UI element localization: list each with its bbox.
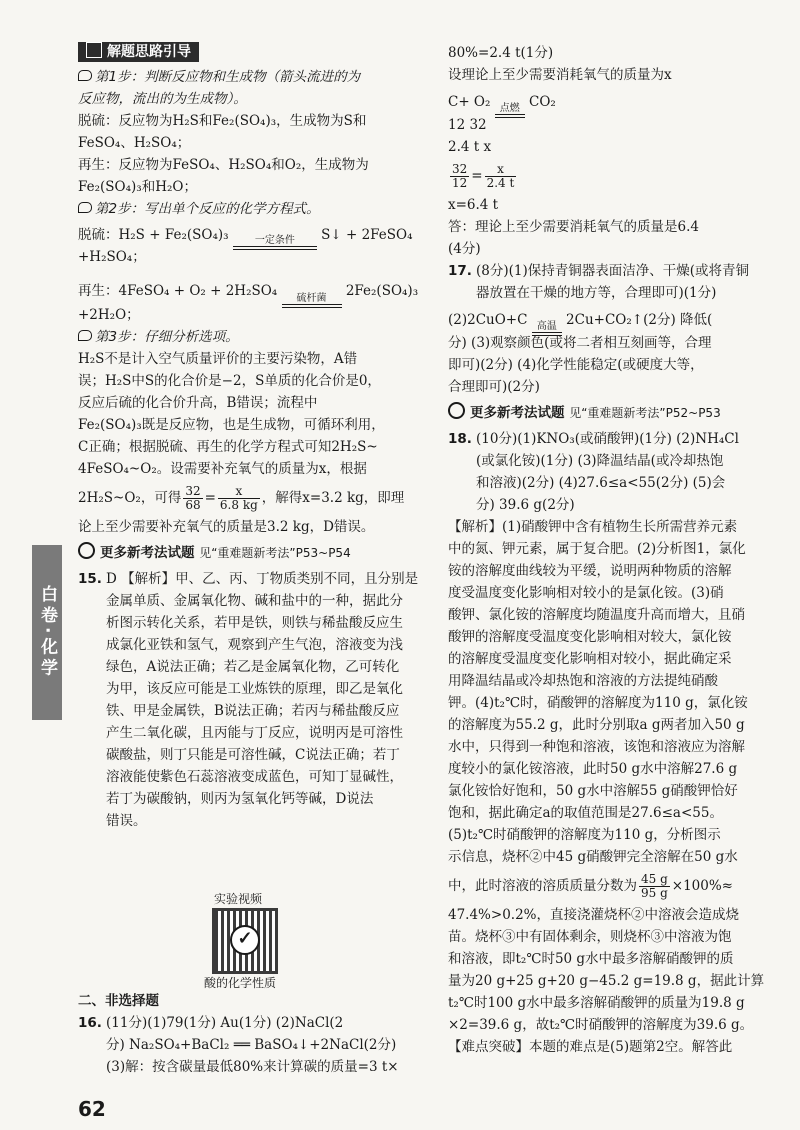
question-number: 17. (448, 263, 472, 279)
video-caption: 酸的化学性质 (204, 976, 277, 990)
calc-answer-score: (4分) (448, 241, 481, 257)
desulf-line2: FeSO₄、H₂SO₄； (78, 135, 191, 151)
q18-analysis-line: 的溶解度为55.2 g，此时分别取a g两者加入50 g (448, 717, 745, 733)
reaction-condition: 点燃 (495, 104, 525, 118)
q18-analysis-line: ×2=39.6 g，故t₂℃时硝酸钾的溶解度为39.6 g。 (448, 1017, 754, 1033)
calc-line: 12 32 (448, 117, 487, 133)
fraction: $\frac{32}{12}$ (452, 162, 468, 190)
analysis-line: Fe₂(SO₄)₃既是反应物，也是生成物，可循环利用， (78, 417, 385, 433)
question-16: 16. (11分)(1)79(1分) Au(1分) (2)NaCl(2 分) Na₂SO₄+BaCl₂ ══ BaSO₄↓+2NaCl(2分) (3)解：按含碳量最低80%来计算碳的质量=3 t× (78, 1012, 408, 1078)
desulf-line1: 脱硫：反应物为H₂S和Fe₂(SO₄)₃，生成物为S和 (78, 113, 367, 129)
fraction: $\frac{45 g}{95 g}$ (641, 872, 668, 900)
video-title: 实验视频 (214, 892, 263, 906)
reaction-condition: 一定条件 (233, 236, 317, 250)
pointer-hand-icon (78, 70, 92, 81)
step3-line: 第3步：仔细分析选项。 (78, 326, 398, 348)
right-column (448, 42, 765, 1058)
q18-analysis-line: 度受温度变化影响相对较小的是氯化铵。(3)硝 (448, 585, 724, 601)
pointer-hand-icon (78, 202, 92, 213)
equation-desulfurization: 脱硫：H₂S + Fe₂(SO₄)₃ 一定条件 S↓ + 2FeSO₄ (78, 220, 398, 246)
combustion-equation: C+ O₂ 点燃 CO₂ (448, 86, 758, 114)
q18-analysis-line: t₂℃时100 g水中最多溶解硝酸钾的质量为19.8 g (448, 995, 745, 1011)
reaction-condition: 高温 (532, 322, 562, 336)
analysis-end: 论上至少需要补充氧气的质量是3.2 kg，D错误。 (78, 519, 375, 535)
question-number: 16. (78, 1015, 102, 1031)
checkmark-icon: ✓ (230, 925, 260, 955)
analysis-line: C正确；根据脱硫、再生的化学方程式可知2H₂S~ (78, 439, 378, 455)
calc-line: 80%=2.4 t(1分) (448, 45, 554, 61)
q18-analysis-line: 示信息，烧杯②中45 g硝酸钾完全溶解在50 g水 (448, 849, 738, 865)
more-tests-link-right[interactable]: 更多新考法试题 见“重难题新考法”P52~P53 (448, 402, 758, 424)
q17-line: 合理即可)(2分) (448, 379, 540, 395)
step2-line: 第2步：写出单个反应的化学方程式。 (78, 198, 398, 220)
equation-regeneration: 再生：4FeSO₄ + O₂ + 2H₂SO₄ 硫杆菌 2Fe₂(SO₄)₃ (78, 274, 398, 304)
q18-analysis-line: 饱和，据此确定a的取值范围是27.6≤a<55。 (448, 805, 723, 821)
step1-line1: 第1步：判断反应物和生成物（箭头流进的为 (78, 66, 398, 88)
q18-analysis-line: (5)t₂℃时硝酸钾的溶解度为110 g，分析图示 (448, 827, 721, 843)
q18-analysis-line: 水中，只得到一种饱和溶液，该饱和溶液应为溶解 (448, 739, 745, 755)
q18-analysis-line: 47.4%>0.2%，直接浇灌烧杯②中溶液会造成烧 (448, 907, 739, 923)
calc-answer: 答：理论上至少需要消耗氧气的质量是6.4 (448, 219, 699, 235)
more-tests-link-left[interactable]: 更多新考法试题 见“重难题新考法”P53~P54 (78, 542, 398, 564)
fraction: $\frac{32}{68}$ (185, 484, 201, 512)
solution-guide-header: 解题思路引导 (78, 42, 199, 62)
part2-block (78, 984, 408, 1078)
calc-line: 2.4 t x (448, 139, 492, 155)
subject-side-tab: 白卷·化学 (32, 545, 62, 720)
part2-title: 二、非选择题 (78, 993, 159, 1009)
q18-analysis-line: 量为20 g+25 g+20 g−45.2 g=19.8 g，据此计算 (448, 973, 765, 989)
q18-fraction-line: 中，此时溶液的溶质质量分数为 $\frac{45 g}{95 g}$ ×100%≈ (448, 872, 733, 900)
calc-result: x=6.4 t (448, 197, 499, 213)
page-number: 62 (78, 1097, 106, 1121)
q17-line: 即可)(2分) (4)化学性能稳定(或硬度大等， (448, 357, 704, 373)
edit-icon (86, 42, 102, 58)
regen-line1: 再生：反应物为FeSO₄、H₂SO₄和O₂，生成物为 (78, 157, 369, 173)
q18-analysis-line: 和溶液，即t₂℃时50 g水中最多溶解硝酸钾的质 (448, 951, 734, 967)
q17-equation: (2)2CuO+C 高温 2Cu+CO₂↑(2分) 降低( (448, 304, 758, 332)
fraction: $\frac{x}{2.4 t}$ (486, 162, 515, 190)
q18-analysis-line: 铵的溶解度曲线较为平缓，说明两种物质的溶解 (448, 563, 732, 579)
regen-line2: Fe₂(SO₄)₃和H₂O； (78, 179, 197, 195)
q17-line: 分) (3)观察颜色(或将二者相互刻画等，合理 (448, 335, 712, 351)
analysis-line: 误；H₂S中S的化合价是−2，S单质的化合价是0， (78, 373, 381, 389)
ratio-line: 2H₂S~O₂，可得 $\frac{32}{68}$ = $\frac{x}{6.8 kg}$ ，解得x=3.2 kg，即理 (78, 484, 405, 512)
equation-regeneration-tail: +2H₂O； (78, 307, 140, 323)
q18-analysis-line: 用降温结晶或冷却热饱和溶液的方法提纯硝酸 (448, 673, 718, 689)
q18-analysis-line: 钾。(4)t₂℃时，硝酸钾的溶解度为110 g，氯化铵 (448, 695, 748, 711)
q18-analysis-line: 的溶解度受温度变化影响相对较小，据此确定采 (448, 651, 732, 667)
question-number: 18. (448, 431, 472, 447)
pointer-hand-icon (78, 330, 92, 341)
calc-line: 设理论上至少需要消耗氧气的质量为x (448, 67, 672, 83)
equation-desulfurization-tail: +H₂SO₄； (78, 249, 146, 265)
step1-line2: 反应物，流出的为生成物）。 (78, 91, 247, 107)
question-number: 15. (78, 571, 102, 587)
difficulty-note: 【难点突破】本题的难点是(5)题第2空。解答此 (448, 1039, 733, 1055)
analysis-line: 4FeSO₄~O₂。设需要补充氧气的质量为x，根据 (78, 461, 367, 477)
question-17: 17. (8分)(1)保持青铜器表面洁净、干燥(或将青铜 器放置在干燥的地方等，合理即可)(1分) (448, 260, 758, 304)
q18-analysis-line: 酸钾的溶解度受温度变化影响相对较大，氯化铵 (448, 629, 732, 645)
analysis-line: 反应后硫的化合价升高，B错误；流程中 (78, 395, 318, 411)
analysis-line: H₂S不是计入空气质量评价的主要污染物，A错 (78, 351, 358, 367)
fraction: $\frac{x}{6.8 kg}$ (219, 484, 258, 512)
question-15: 15. D 【解析】甲、乙、丙、丁物质类别不同，且分别是 金属单质、金属氧化物、碱和盐中的一种，据此分 析图示转化关系，若甲是铁，则铁与稀盐酸反应生 成氯化亚铁和氢气，观察到产生气泡，溶液变为浅 绿色，A说法正确；若乙是金属氧化物，乙可转化 为甲，该反应可能是工业炼铁的原理，即乙是氧化 铁、甲是金属铁，B说法正确；若丙与稀盐酸反应 产生二氧化碳，且丙能与丁反应，说明丙是可溶性 碳酸盐，则丁只能是可溶性碱，C说法正确；若丁 溶液能使紫色石蕊溶液变成蓝色，可知丁显碱性， 若丁为碳酸钠，则丙为氢氧化钙等碱，D说法 错误。 (78, 568, 398, 832)
q18-analysis-line: 氯化铵恰好饱和，50 g水中溶解55 g硝酸钾恰好 (448, 783, 738, 799)
left-column (78, 38, 419, 832)
question-18: 18. (10分)(1)KNO₃(或硝酸钾)(1分) (2)NH₄Cl (或氯化铵)(1分) (3)降温结晶(或冷却热饱 和溶液)(2分) (4)27.6≤a<55(2分) (5)会 分) 39.6 g(2分) (448, 428, 758, 516)
q18-analysis-line: 酸钾、氯化铵的溶解度均随温度升高而增大，且硝 (448, 607, 745, 623)
q18-analysis-line: 苗。烧杯③中有固体剩余，则烧杯③中溶液为饱 (448, 929, 732, 945)
q18-analysis-line: 中的氮、钾元素，属于复合肥。(2)分析图1，氯化 (448, 541, 746, 557)
q18-analysis-line: 【解析】(1)硝酸钾中含有植物生长所需营养元素 (448, 519, 738, 535)
link-icon (78, 542, 95, 559)
q18-analysis-line: 度较小的氯化铵溶液，此时50 g水中溶解27.6 g (448, 761, 738, 777)
proportion-line: $\frac{32}{12}$ = $\frac{x}{2.4 t}$ (452, 162, 515, 190)
link-icon (448, 402, 465, 419)
reaction-condition: 硫杆菌 (282, 294, 342, 308)
